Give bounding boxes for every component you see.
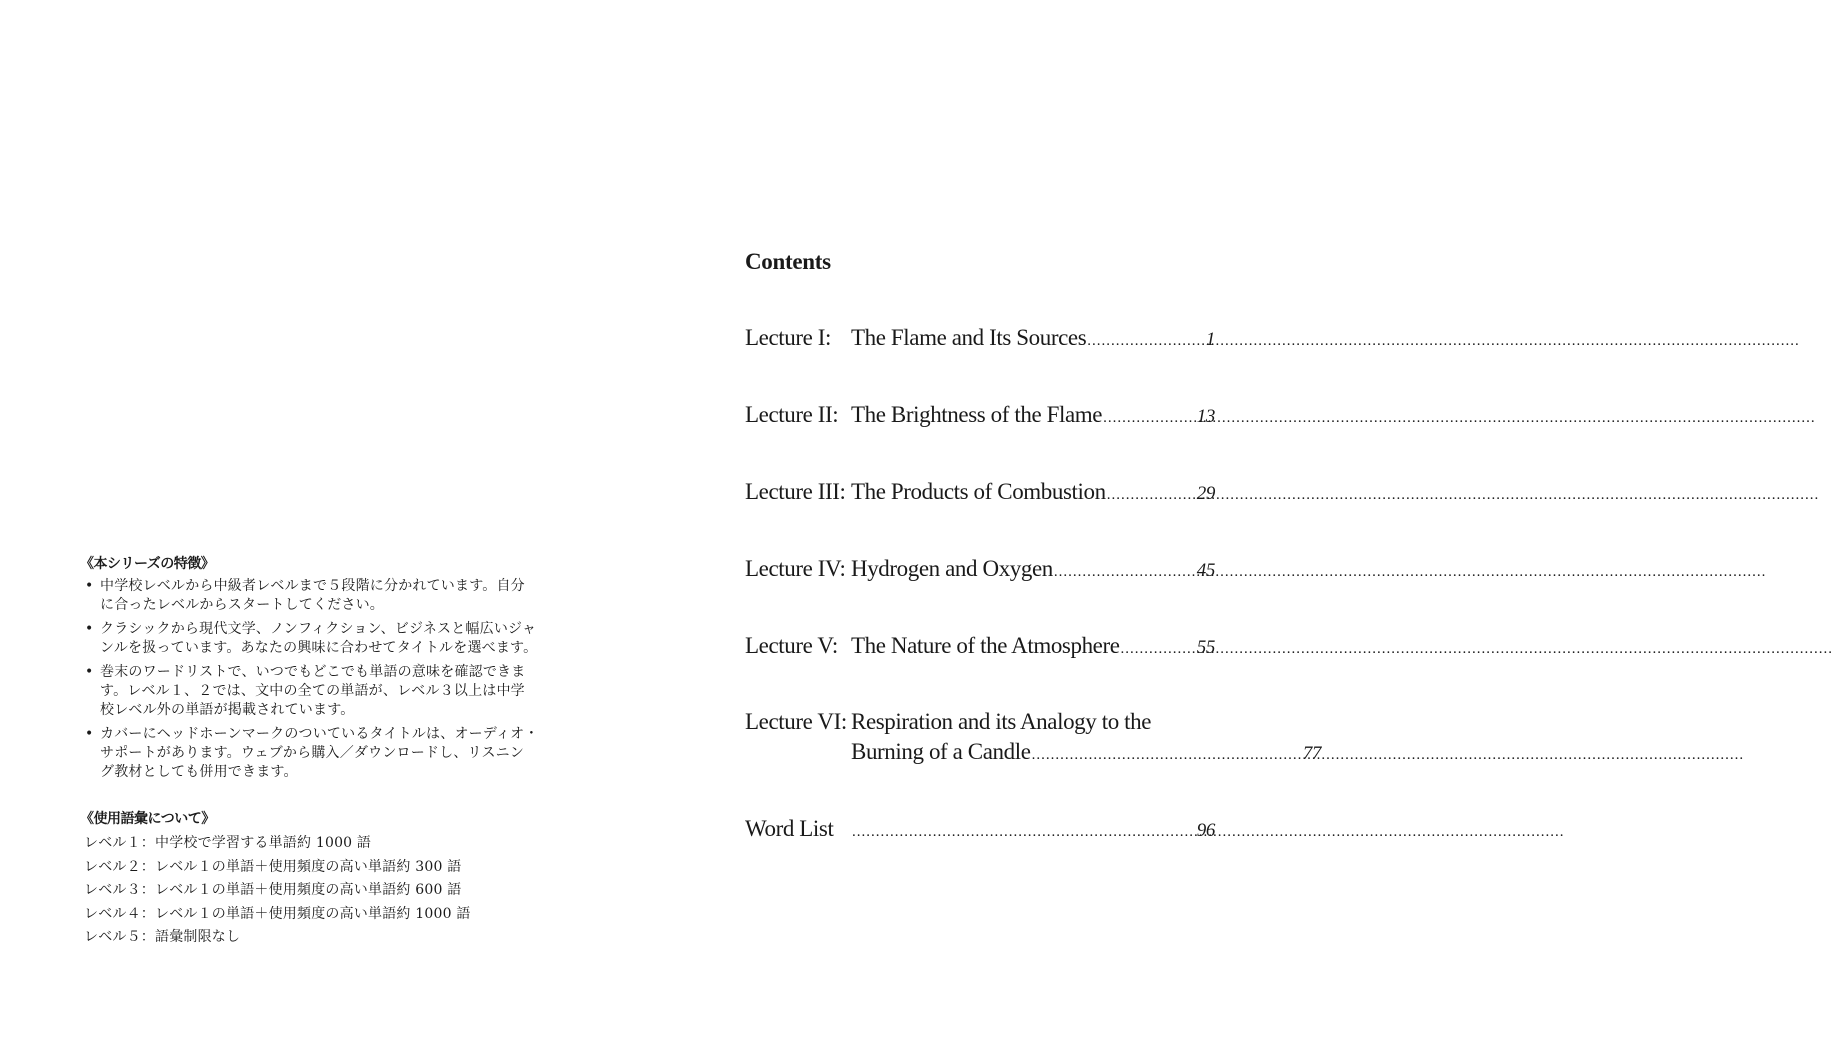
series-notes	[80, 553, 550, 950]
toc-page-number: 29	[1196, 483, 1215, 504]
feature-item	[80, 620, 550, 658]
feature-list	[80, 577, 550, 782]
toc-lecture-title-continued: Burning of a Candle	[851, 739, 1031, 764]
toc-dot-leader	[1103, 403, 1194, 433]
vocab-level-item: レベル３：レベル１の単語＋使用頻度の高い単語約 600 語	[84, 882, 462, 898]
bullet: •	[85, 578, 94, 594]
toc-lecture-title: Respiration and its Analogy to the	[851, 709, 1152, 734]
vocab-heading: 《使用語彙について》	[80, 811, 215, 827]
toc-lecture-label: Lecture I:	[745, 325, 832, 350]
feature-item	[80, 577, 550, 615]
feature-line: 巻末のワードリストで、いつでもどこでも単語の意味を確認できま	[100, 664, 526, 680]
bullet: •	[85, 664, 94, 680]
toc-dot-leader	[1032, 740, 1300, 770]
toc-page-number: 13	[1196, 406, 1215, 427]
toc-lecture-title: The Nature of the Atmosphere	[851, 633, 1120, 658]
bullet: •	[85, 726, 94, 742]
toc-dot-leader	[1054, 557, 1194, 587]
toc-entry-lecture-4[interactable]	[745, 554, 1215, 587]
contents-title: Contents	[745, 249, 831, 274]
vocab-level-item: レベル４：レベル１の単語＋使用頻度の高い単語約 1000 語	[84, 905, 471, 922]
toc-page-number: 45	[1196, 560, 1215, 581]
toc-lecture-title: The Products of Combustion	[851, 479, 1106, 504]
feature-line: カバーにヘッドホーンマークのついているタイトルは、オーディオ・	[100, 726, 539, 742]
toc-lecture-title: The Brightness of the Flame	[851, 402, 1103, 427]
toc-word-list-label: Word List	[745, 816, 834, 841]
feature-line: 中学校レベルから中級者レベルまで５段階に分かれています。自分	[100, 578, 525, 594]
feature-line: サポートがあります。ウェブから購入／ダウンロードし、リスニン	[100, 745, 525, 761]
toc-entry-lecture-6[interactable]	[745, 707, 1321, 770]
toc-lecture-label: Lecture V:	[745, 633, 838, 658]
table-of-contents	[745, 245, 1321, 841]
feature-line: に合ったレベルからスタートしてください。	[100, 597, 384, 613]
feature-item	[80, 663, 550, 720]
toc-entry-word-list[interactable]	[745, 814, 1215, 847]
toc-lecture-label: Lecture III:	[745, 479, 846, 504]
toc-entry-lecture-3[interactable]	[745, 477, 1215, 510]
toc-dot-leader	[1107, 480, 1194, 510]
toc-page-number: 77	[1302, 743, 1321, 764]
toc-lecture-label: Lecture VI:	[745, 709, 847, 734]
toc-page-number: 96	[1196, 820, 1215, 841]
toc-dot-leader	[1121, 634, 1194, 664]
feature-line: す。レベル１、２では、文中の全ての単語が、レベル３以上は中学	[100, 683, 525, 699]
toc-lecture-title: The Flame and Its Sources	[851, 325, 1087, 350]
feature-line: 校レベル外の単語が掲載されています。	[100, 702, 355, 718]
feature-line: ンルを扱っています。あなたの興味に合わせてタイトルを選べます。	[100, 640, 538, 656]
features-heading: 《本シリーズの特徴》	[80, 556, 215, 572]
bullet: •	[85, 621, 94, 637]
toc-dot-leader	[852, 817, 1194, 847]
toc-entry-lecture-1[interactable]	[745, 323, 1215, 356]
feature-item	[80, 725, 550, 782]
toc-entry-lecture-5[interactable]	[745, 631, 1215, 664]
vocab-level-item: レベル２：レベル１の単語＋使用頻度の高い単語約 300 語	[84, 858, 462, 875]
vocab-level-item: レベル５：語彙制限なし	[84, 929, 241, 945]
toc-lecture-label: Lecture II:	[745, 402, 839, 427]
feature-line: クラシックから現代文学、ノンフィクション、ビジネスと幅広いジャ	[100, 621, 537, 637]
toc-lecture-label: Lecture IV:	[745, 556, 846, 581]
vocab-level-list	[80, 832, 550, 950]
feature-line: グ教材としても併用できます。	[100, 764, 298, 780]
vocab-section	[80, 808, 550, 950]
toc-page-number: 55	[1196, 637, 1215, 658]
toc-entry-lecture-2[interactable]	[745, 400, 1215, 433]
toc-lecture-title: Hydrogen and Oxygen	[851, 556, 1053, 581]
toc-dot-leader	[1087, 326, 1203, 356]
vocab-level-item: レベル１：中学校で学習する単語約 1000 語	[84, 835, 372, 851]
toc-page-number: 1	[1205, 329, 1215, 350]
